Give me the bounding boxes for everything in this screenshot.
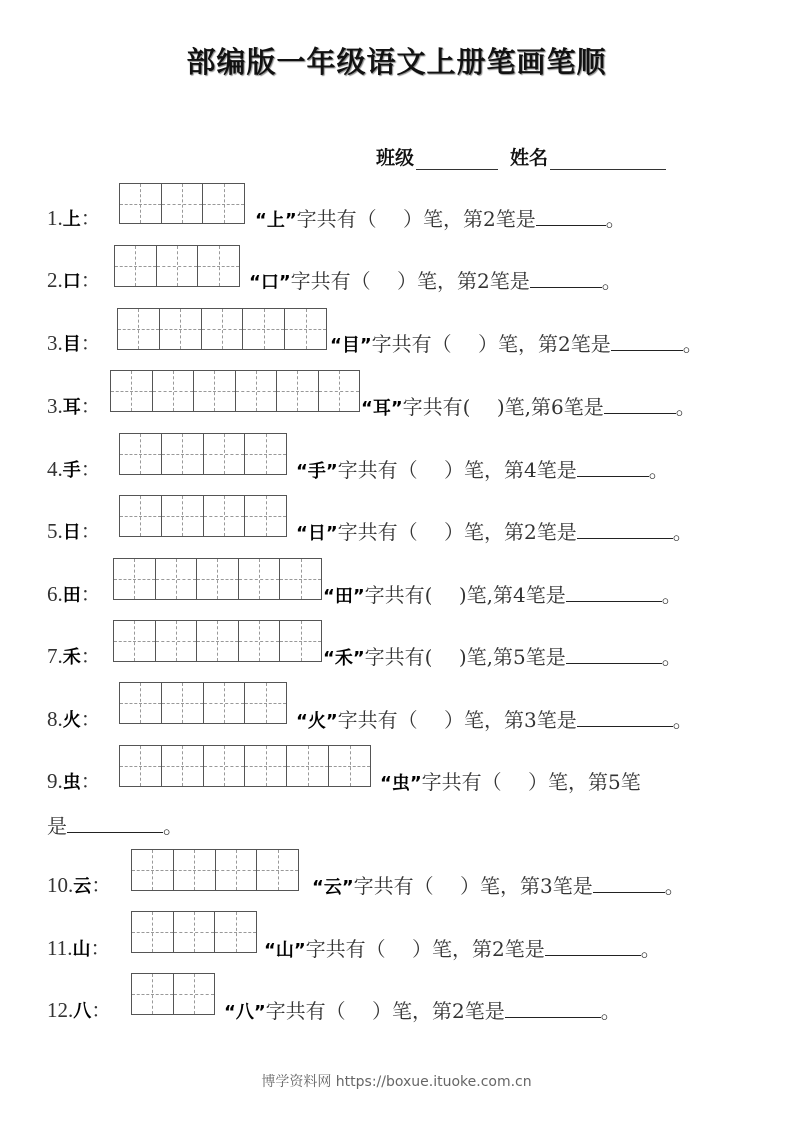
- question-9-text: “虫” 字共有（ ）笔，第 5 笔: [380, 770, 641, 794]
- question-8-label: 8.火：: [47, 707, 101, 731]
- question-1-text: “上” 字共有（ ）笔，第 2 笔是 。: [255, 207, 626, 231]
- class-label: 班级: [376, 147, 415, 169]
- question-3-label: 3.目：: [47, 331, 101, 355]
- answer-blank-12[interactable]: [505, 999, 601, 1018]
- name-field[interactable]: [550, 149, 666, 170]
- question-11-text: “山” 字共有（ ）笔，第 2 笔是 。: [264, 937, 661, 961]
- class-field[interactable]: [416, 149, 498, 170]
- answer-blank-11[interactable]: [545, 937, 641, 956]
- answer-blank-1[interactable]: [536, 207, 606, 226]
- name-label: 姓名: [510, 147, 549, 169]
- question-6-text: “田” 字共有( )笔,第 4 笔是 。: [323, 583, 682, 607]
- answer-blank-3[interactable]: [611, 332, 683, 351]
- answer-blank-4[interactable]: [577, 458, 649, 477]
- question-10-text: “云” 字共有（ ）笔，第 3 笔是 。: [312, 874, 685, 898]
- question-7-label: 7.禾：: [47, 644, 101, 668]
- writing-grid-10[interactable]: [131, 849, 299, 891]
- question-2-label: 2.口：: [47, 268, 101, 292]
- question-9-label: 9.虫：: [47, 769, 101, 793]
- answer-blank-7[interactable]: [566, 645, 662, 664]
- answer-blank-10[interactable]: [593, 874, 665, 893]
- question-5-label: 5.日：: [47, 519, 101, 543]
- answer-blank-5[interactable]: [577, 520, 673, 539]
- writing-grid-2[interactable]: [114, 245, 240, 287]
- question-2-text: “口” 字共有（ ）笔，第 2 笔是 。: [249, 269, 622, 293]
- question-4-text: “手” 字共有（ ）笔，第 4 笔是 。: [296, 458, 669, 482]
- writing-grid-6[interactable]: [113, 558, 322, 600]
- footer-watermark: 博学资料网 https://boxue.ituoke.com.cn: [261, 1074, 532, 1090]
- answer-blank-6[interactable]: [566, 583, 662, 602]
- writing-grid-7[interactable]: [113, 620, 322, 662]
- question-3b-label: 3.耳：: [47, 394, 101, 418]
- answer-blank-2[interactable]: [530, 269, 602, 288]
- question-4-label: 4.手：: [47, 457, 101, 481]
- question-6-label: 6.田：: [47, 582, 101, 606]
- writing-grid-4[interactable]: [119, 433, 287, 475]
- writing-grid-5[interactable]: [119, 495, 287, 537]
- writing-grid-1[interactable]: [119, 183, 245, 224]
- question-12-text: “八” 字共有（ ）笔，第 2 笔是 。: [224, 999, 621, 1023]
- question-12-label: 12.八：: [47, 998, 112, 1022]
- question-10-label: 10.云：: [47, 873, 112, 897]
- question-8-text: “火” 字共有（ ）笔，第 3 笔是 。: [296, 708, 693, 732]
- answer-blank-3b[interactable]: [604, 395, 676, 414]
- question-3-text: “目” 字共有（ ）笔，第 2 笔是 。: [330, 332, 703, 356]
- writing-grid-3[interactable]: [117, 308, 327, 350]
- answer-blank-9[interactable]: [67, 814, 163, 833]
- question-5-text: “日” 字共有（ ）笔，第 2 笔是 。: [296, 520, 693, 544]
- student-info: [376, 143, 666, 170]
- writing-grid-12[interactable]: [131, 973, 215, 1015]
- writing-grid-3b[interactable]: [110, 370, 360, 412]
- question-1-label: 1.上：: [47, 206, 101, 230]
- question-3b-text: “耳” 字共有( )笔,第 6 笔是 。: [361, 395, 696, 419]
- writing-grid-8[interactable]: [119, 682, 287, 724]
- question-11-label: 11.山：: [47, 936, 111, 960]
- answer-blank-8[interactable]: [577, 708, 673, 727]
- writing-grid-11[interactable]: [131, 911, 257, 953]
- question-7-text: “禾” 字共有( )笔,第 5 笔是 。: [323, 645, 682, 669]
- question-9-continuation: 是 。: [47, 814, 183, 838]
- page-title: 部编版一年级语文上册笔画笔顺: [186, 45, 607, 79]
- writing-grid-9[interactable]: [119, 745, 371, 787]
